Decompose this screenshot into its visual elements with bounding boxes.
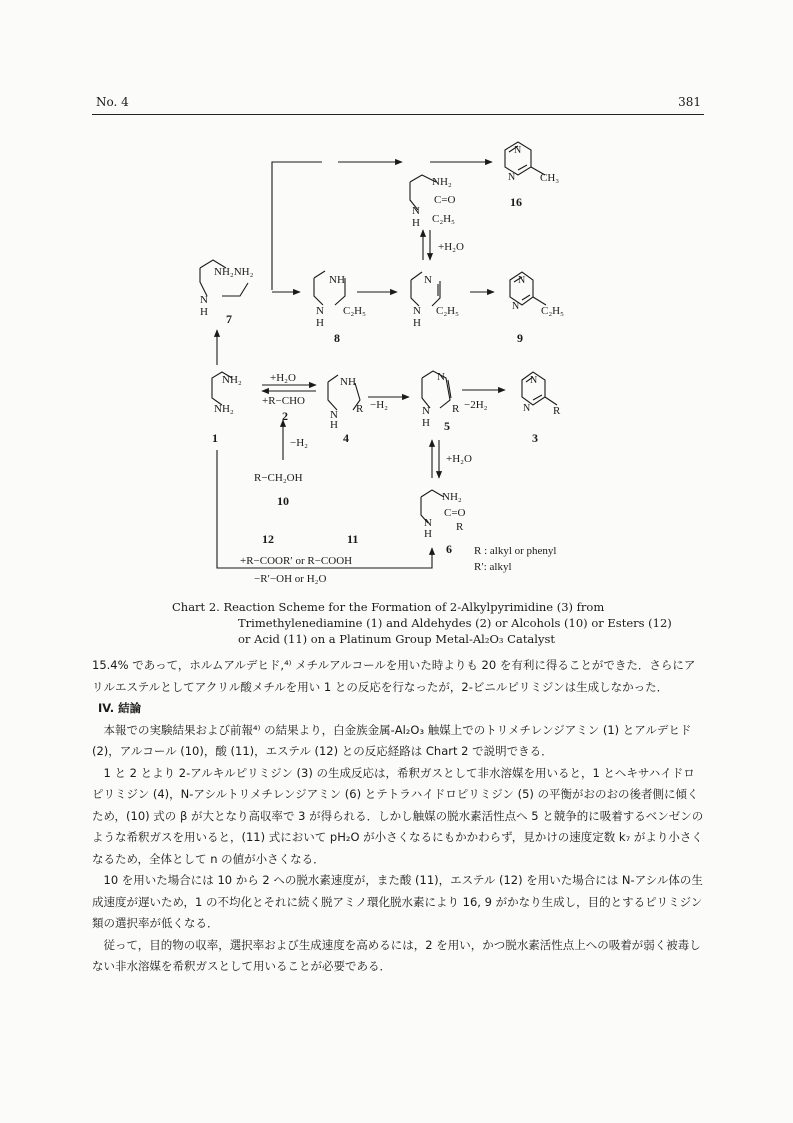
paragraph-2: 本報での実験結果および前報⁴⁾ の結果より，白金族金属-Al₂O₃ 触媒上でのトリメチレンジアミン (1) とアルデヒド (2)，アルコール (10)，酸 (11)，エステル (12) との反応経路は Chart 2 で説明できる． bbox=[92, 722, 692, 758]
label-h: H bbox=[413, 317, 421, 329]
label-n: N bbox=[424, 517, 432, 529]
compound-number-7: 7 bbox=[226, 312, 232, 326]
label-n: N bbox=[422, 405, 430, 417]
label-n: N bbox=[424, 274, 432, 286]
label-r: R bbox=[553, 405, 561, 417]
label-c2h5: C₂H₅ bbox=[541, 305, 564, 317]
section-heading: IV. 結論 bbox=[98, 701, 142, 715]
compound-number-1: 1 bbox=[212, 431, 218, 445]
label-plus-h2o: +H₂O bbox=[446, 453, 472, 465]
body-text bbox=[92, 655, 704, 978]
legend-r: R : alkyl or phenyl bbox=[474, 545, 557, 557]
label-ch3: CH₃ bbox=[540, 172, 560, 184]
compound-number-5: 5 bbox=[444, 419, 450, 433]
paragraph-5: 従って，目的物の収率，選択率および生成速度を高めるには，2 を用い，かつ脱水素活性点上への吸着が弱く被毒しない非水溶媒を希釈ガスとして用いることが必要である． bbox=[92, 937, 701, 973]
label-h: H bbox=[412, 217, 420, 229]
label-n: N bbox=[518, 275, 526, 286]
label-minus-roh: −R′−OH or H₂O bbox=[254, 573, 327, 585]
label-c2h5: C₂H₅ bbox=[436, 305, 459, 317]
label-plus-rcho: +R−CHO bbox=[262, 395, 305, 407]
paragraph-1: 15.4% であって，ホルムアルデヒド,⁴⁾ メチルアルコールを用いた時よりも 20 を有利に得ることができた．さらにアリルエステルとしてアクリル酸メチルを用い 1 との反応を行なったが，2-ビニルピリミジンは生成しなかった． bbox=[92, 658, 696, 694]
label-minus-2h2: −2H₂ bbox=[464, 399, 488, 411]
legend-r-prime: R′: alkyl bbox=[474, 561, 512, 573]
compound-number-11: 11 bbox=[347, 532, 359, 546]
journal-issue: No. 4 bbox=[96, 95, 129, 109]
ring-3 bbox=[522, 372, 557, 405]
label-h: H bbox=[330, 419, 338, 431]
label-h: H bbox=[200, 306, 208, 318]
label-n: N bbox=[530, 375, 538, 386]
paragraph-4: 10 を用いた場合には 10 から 2 への脱水素速度が，また酸 (11)，エステル (12) を用いた場合には N-アシル体の生成速度が遅いため，1 の不均化とそれに続く脱アミノ環化脱水素により 16, 9 がかなり生成し，目的とするピリミジン類の選択率が低くなる． bbox=[92, 873, 703, 930]
label-r: R bbox=[452, 403, 460, 415]
label-nh2: NH₂ bbox=[222, 374, 242, 386]
label-n: N bbox=[316, 305, 324, 317]
ester-route bbox=[217, 450, 432, 568]
paragraph-3: 1 と 2 とより 2-アルキルピリミジン (3) の生成反応は，希釈ガスとして非水溶媒を用いると，1 とヘキサハイドロピリミジン (4)，N-アシルトリメチレンジアミン (6) とテトラハイドロピリミジン (5) の平衡がおのおの後者側に傾くため，(10) 式の β が大となり高収率で 3 が得られる．しかし触媒の脱水素活性点へ 5 と競争的に吸着するベンゼンのような希釈ガスを用いると，(11) 式において pH₂O が小さくなるにもかかわらず，見かけの速度定数 k₇ がより小さくなるため，全体として n の値が小さくなる． bbox=[92, 765, 704, 866]
label-co: C=O bbox=[444, 507, 466, 519]
label-plus-h2o: +H₂O bbox=[270, 372, 296, 384]
ring-16 bbox=[505, 142, 545, 175]
label-co: C=O bbox=[434, 194, 456, 206]
label-nh: NH bbox=[340, 376, 356, 388]
label-nh2nh2: NH₂NH₂ bbox=[214, 266, 254, 278]
label-n: N bbox=[437, 371, 445, 383]
label-n: N bbox=[200, 294, 208, 306]
compound-number-12: 12 bbox=[262, 532, 274, 546]
label-n: N bbox=[514, 145, 522, 156]
label-c2h5: C₂H₅ bbox=[432, 213, 455, 225]
compound-number-2: 2 bbox=[282, 409, 288, 423]
caption-line-3: or Acid (11) on a Platinum Group Metal-Al₂O₃ Catalyst bbox=[238, 632, 555, 646]
label-minus-h2: −H₂ bbox=[370, 399, 388, 411]
label-c2h5: C₂H₅ bbox=[343, 305, 366, 317]
compound-number-16: 16 bbox=[510, 195, 522, 209]
label-n: N bbox=[413, 305, 421, 317]
figure-caption bbox=[172, 599, 692, 647]
branch-line bbox=[272, 162, 322, 290]
compound-number-9: 9 bbox=[517, 331, 523, 345]
caption-line-1: Chart 2. Reaction Scheme for the Formation of 2-Alkylpyrimidine (3) from bbox=[172, 600, 605, 614]
page-number: 381 bbox=[678, 95, 701, 109]
header-rule bbox=[92, 114, 704, 115]
compound-number-10: 10 bbox=[277, 494, 289, 508]
label-n: N bbox=[523, 403, 531, 414]
compound-number-4: 4 bbox=[343, 431, 349, 445]
label-n: N bbox=[512, 301, 520, 312]
label-n: N bbox=[508, 172, 516, 183]
label-n: N bbox=[330, 409, 338, 421]
caption-line-2: Trimethylenediamine (1) and Aldehydes (2) or Alcohols (10) or Esters (12) bbox=[238, 616, 672, 630]
label-r: R bbox=[356, 403, 364, 415]
label-nh: NH bbox=[329, 274, 345, 286]
label-r: R bbox=[456, 521, 464, 533]
label-h: H bbox=[422, 417, 430, 429]
label-plus-h2o: +H₂O bbox=[438, 241, 464, 253]
label-h: H bbox=[316, 317, 324, 329]
label-minus-h2: −H₂ bbox=[290, 437, 308, 449]
reaction-scheme bbox=[0, 120, 793, 590]
label-rch2oh: R−CH₂OH bbox=[254, 472, 303, 484]
label-n: N bbox=[412, 205, 420, 217]
label-nh2: NH₂ bbox=[442, 491, 462, 503]
label-plus-ester-acid: +R−COOR′ or R−COOH bbox=[240, 555, 353, 567]
label-h: H bbox=[424, 528, 432, 540]
compound-number-3: 3 bbox=[532, 431, 538, 445]
label-nh2: NH₂ bbox=[432, 176, 452, 188]
compound-number-6: 6 bbox=[446, 542, 452, 556]
label-nh2: NH₂ bbox=[214, 403, 234, 415]
compound-number-8: 8 bbox=[334, 331, 340, 345]
